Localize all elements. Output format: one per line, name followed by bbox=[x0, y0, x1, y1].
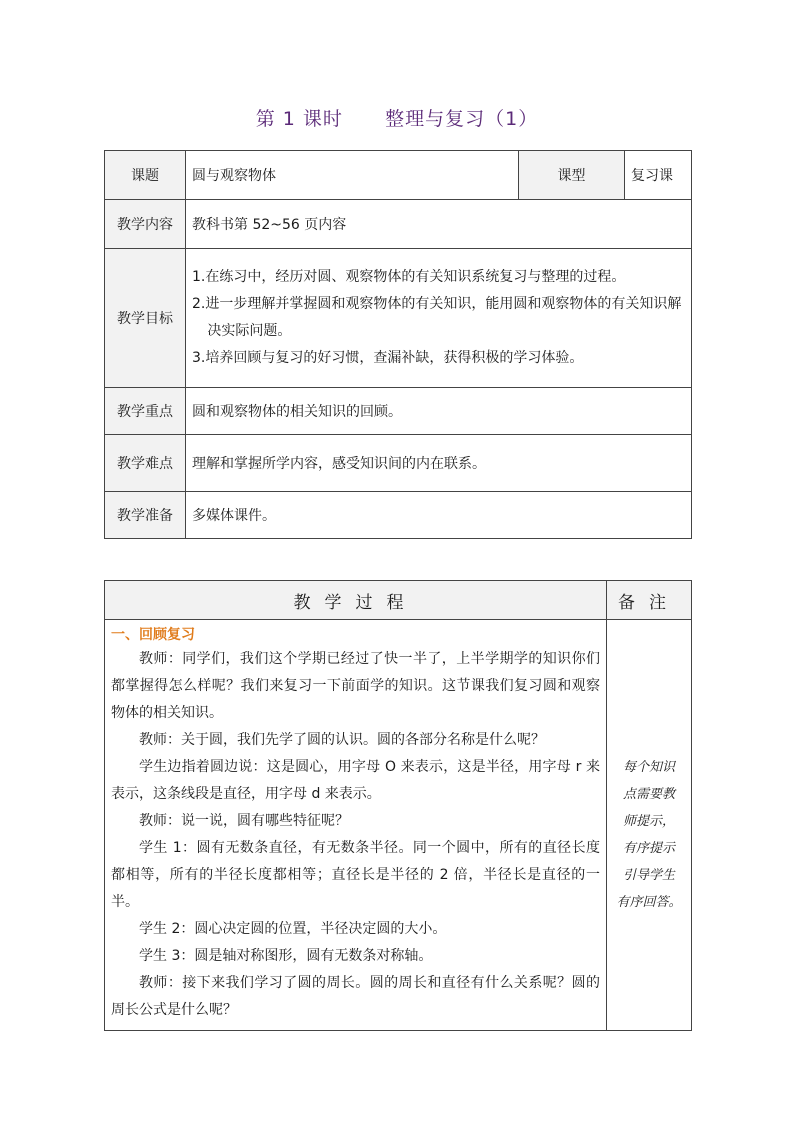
notes-header: 备注 bbox=[607, 581, 692, 620]
focus-label: 教学重点 bbox=[105, 388, 186, 435]
goals-list bbox=[186, 264, 691, 372]
goals-value bbox=[186, 249, 692, 388]
process-body-row bbox=[105, 620, 692, 1031]
row-content bbox=[105, 200, 692, 249]
type-value: 复习课 bbox=[625, 151, 692, 200]
goal-item: 1.在练习中，经历对圆、观察物体的有关知识系统复习与整理的过程。 bbox=[192, 269, 626, 285]
dialogue-paragraph: 学生 2：圆心决定圆的位置，半径决定圆的大小。 bbox=[139, 921, 447, 937]
dialogue-paragraph: 教师：同学们，我们这个学期已经过了快一半了，上半学期学的知识你们都掌握得怎么样呢？我们来复习一下前面学的知识。这节课我们复习圆和观察物体的相关知识。 bbox=[111, 651, 600, 721]
row-goals bbox=[105, 249, 692, 388]
row-topic bbox=[105, 151, 692, 200]
row-difficulty bbox=[105, 435, 692, 492]
note-line: 点需要教 bbox=[622, 787, 675, 802]
topic-label: 课题 bbox=[105, 151, 186, 200]
difficulty-value: 理解和掌握所学内容，感受知识间的内在联系。 bbox=[186, 435, 692, 492]
goals-label: 教学目标 bbox=[105, 249, 186, 388]
dialogue-paragraph: 学生边指着圆边说：这是圆心，用字母 O 来表示，这是半径，用字母 r 来表示，这条线段是直径，用字母 d 来表示。 bbox=[111, 759, 600, 802]
process-header-row bbox=[105, 581, 692, 620]
goal-item: 3.培养回顾与复习的好习惯，查漏补缺，获得积极的学习体验。 bbox=[192, 350, 584, 366]
lesson-info-table bbox=[104, 150, 692, 539]
topic-value: 圆与观察物体 bbox=[186, 151, 519, 200]
note-line: 引导学生 bbox=[622, 868, 675, 883]
dialogue-paragraph: 学生 1：圆有无数条直径，有无数条半径。同一个圆中，所有的直径长度都相等，所有的半径长度都相等；直径长是半径的 2 倍，半径长是直径的一半。 bbox=[111, 840, 600, 910]
dialogue-paragraph: 教师：关于圆，我们先学了圆的认识。圆的各部分名称是什么呢？ bbox=[139, 732, 545, 748]
dialogue-paragraph: 学生 3：圆是轴对称图形，圆有无数条对称轴。 bbox=[139, 948, 433, 964]
goal-item: 2.进一步理解并掌握圆和观察物体的有关知识，能用圆和观察物体的有关知识解决实际问题。 bbox=[192, 296, 682, 339]
dialogue-paragraph: 教师：说一说，圆有哪些特征呢？ bbox=[139, 813, 349, 829]
content-value: 教科书第 52~56 页内容 bbox=[186, 200, 692, 249]
section-heading: 一、回顾复习 bbox=[111, 627, 195, 643]
prep-value: 多媒体课件。 bbox=[186, 492, 692, 539]
page-title: 第 1 课时 整理与复习（1） bbox=[255, 108, 539, 130]
note-line: 有序提示 bbox=[622, 841, 675, 856]
process-content bbox=[105, 620, 607, 1031]
row-prep bbox=[105, 492, 692, 539]
content-label: 教学内容 bbox=[105, 200, 186, 249]
teaching-process-table bbox=[104, 580, 692, 1031]
note-line: 每个知识 bbox=[622, 760, 675, 775]
dialogue-paragraph: 教师：接下来我们学习了圆的周长。圆的周长和直径有什么关系呢？圆的周长公式是什么呢？ bbox=[111, 975, 600, 1018]
focus-value: 圆和观察物体的相关知识的回顾。 bbox=[186, 388, 692, 435]
note-line: 有序回答。 bbox=[616, 895, 682, 910]
note-line: 师提示， bbox=[622, 814, 675, 829]
notes-content bbox=[607, 620, 692, 1031]
type-label: 课型 bbox=[519, 151, 625, 200]
row-focus bbox=[105, 388, 692, 435]
difficulty-label: 教学难点 bbox=[105, 435, 186, 492]
process-header: 教学过程 bbox=[105, 581, 607, 620]
prep-label: 教学准备 bbox=[105, 492, 186, 539]
